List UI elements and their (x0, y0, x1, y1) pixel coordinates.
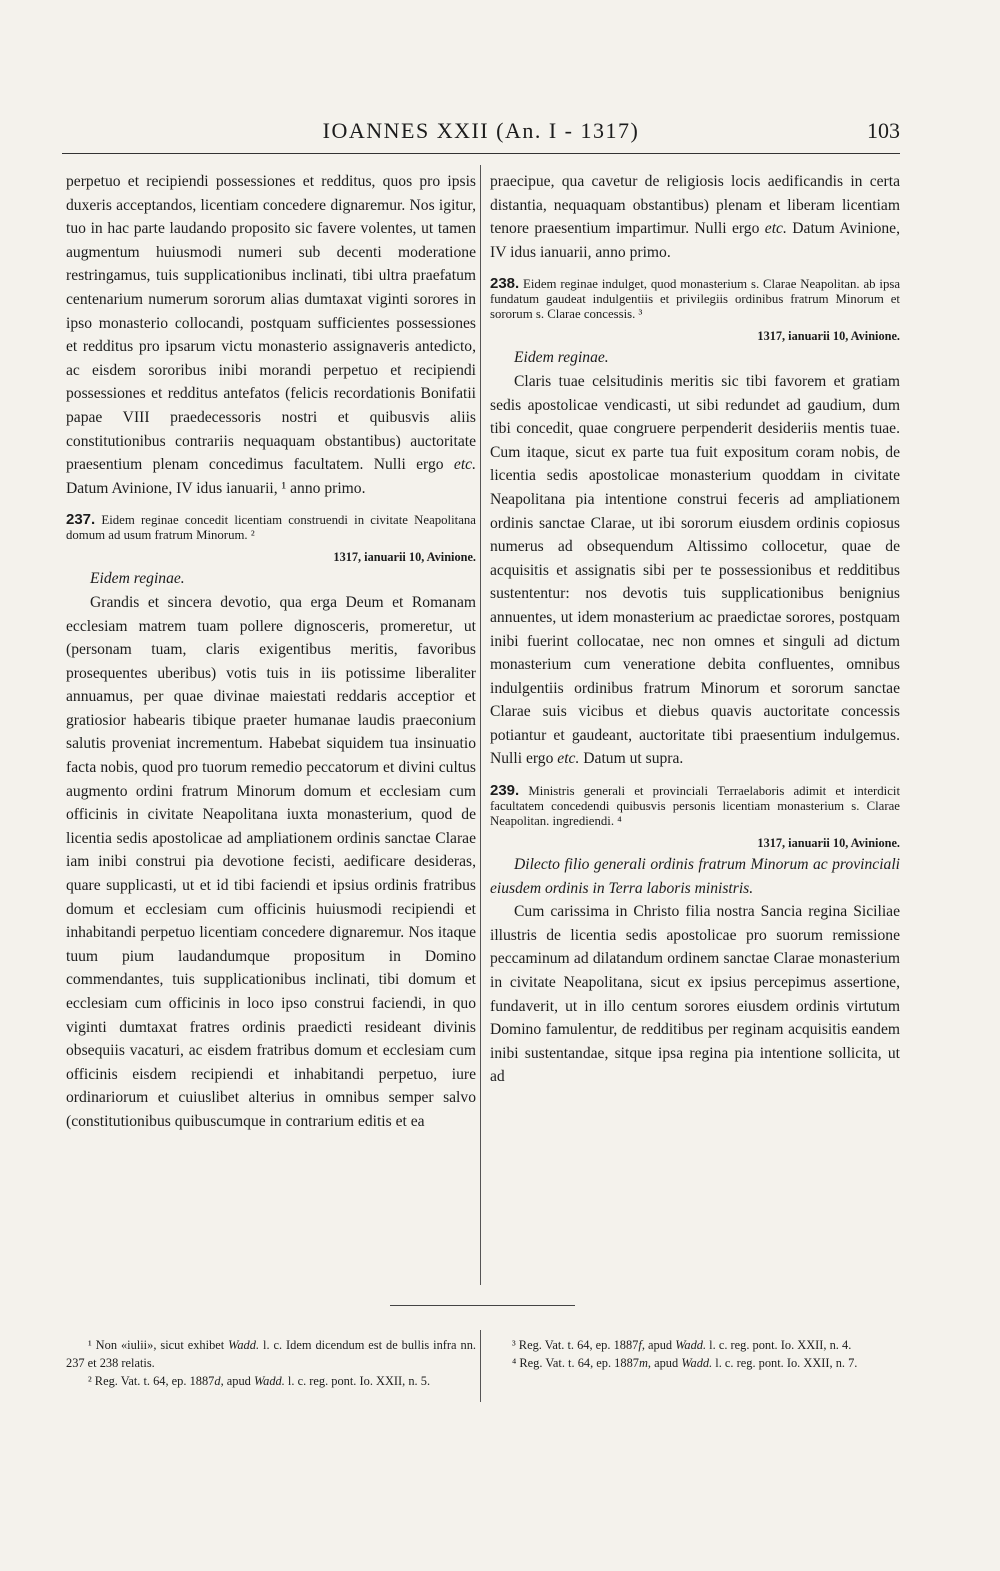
entry-239-heading: 239. Ministris generali et provinciali Terraelaboris adimit et interdicit facultatem concedendi quibusvis personis licentiam monasterium s. Clarae Neapolitan. ingrediendi. ⁴ (490, 782, 900, 829)
footnote-2: ² Reg. Vat. t. 64, ep. 1887d, apud Wadd. l. c. reg. pont. Io. XXII, n. 5. (88, 1374, 431, 1388)
entry-237-body: Grandis et sincera devotio, qua erga Deum et Romanam ecclesiam matrem tuam pollere dignosceris, promeretur, ut (personam tuam, claris exigentibus meritis, favoribus prosequentes uberibus) votis tuis in iis potissime liberaliter annuamus, per quae divinae maiestati reddaris acceptior et gratiosior habearis tibique praeter humanae laudis praeconium salutis proveniat incrementum. Habebat siquidem tua insinuatio facta nobis, quod pro tuorum remedio peccatorum et divini cultus augmento ordini fratrum Minorum domum et ecclesiam cum officinis in civitate Neapolitana iuxta monasterium, quod de licentia sedis apostolicae ad ampliationem ordinis sanctae Clarae iam inibi construi pia devotione fecisti, aedificare desideras, quare supplicasti, ut et id tibi faciendi et ipsius ordinis fratribus domum et ecclesiam cum officinis huiusmodi recipiendi et inhabitandi perpetuo licentiam concedere dignaremur. Nos itaque tuum pium laudandumque propositum in Domino commendantes, tuis supplicationibus inclinati, tibi domum et ecclesiam cum officinis in loco ipso construi faciendi, in quo viginti dumtaxat fratres ordinis praedicti resideant divinis obsequiis vacaturi, ac eisdem fratribus domum et ecclesiam cum officinis eisdem recipiendi et inhabitandi perpetuo, iure ordinariorum et cuiuslibet alterius in omnibus semper salvo (constitutionibus quibuscumque in contrarium editis et ea (66, 593, 476, 1130)
entry-238-address: Eidem reginae. (514, 349, 609, 367)
right-column (490, 170, 900, 1089)
entry-237-heading: 237. Eidem reginae concedit licentiam construendi in civitate Neapolitana domum ad usum fratrum Minorum. ² (66, 511, 476, 543)
running-title: IOANNES XXII (An. I - 1317) (322, 118, 640, 143)
footnote-4: ⁴ Reg. Vat. t. 64, ep. 1887m, apud Wadd. l. c. reg. pont. Io. XXII, n. 7. (512, 1356, 858, 1370)
entry-238-body: Claris tuae celsitudinis meritis sic tibi favorem et gratiam sedis apostolicae vendicasti, ut sibi redundet ad gaudium, dum tibi concedit, quae congruere perpenderit desideriis mentis tuae. Cum itaque, sicut ex parte tua fuit expositum coram nobis, de licentia sedis apostolicae monasterium quoddam in civitate Neapolitana pia intentione construi feceris ad ampliationem ordinis sanctae Clarae, ut ibi sororum eiusdem ordinis copiosus numerus ad obsequendum Altissimo collocetur, quae de acquisitis et assignatis sibi per te possessionibus et redditibus sustententur: nos devotis tuis supplicationibus benignius annuentes, ut idem monasterium ac praedictae sorores, postquam inibi fuerint collocatae, nec non omnes et singuli ad dictum monasterium cum veneratione debita confluentes, omnibus indulgentiis ordinibus fratrum Minorum et sororum sanctae Clarae suis vicibus et diebus quavis auctoritate concessis potiantur et gaudeant, auctoritate tibi praesentium indulgemus. Nulli ergo etc. Datum ut supra. (490, 372, 900, 768)
footnote-rule (390, 1305, 575, 1306)
footnote-1: ¹ Non «iulii», sicut exhibet Wadd. l. c. Idem dicendum est de bullis infra nn. 237 et 238 relatis. (66, 1338, 476, 1370)
entry-239-body: Cum carissima in Christo filia nostra Sancia regina Siciliae illustris de licentia sedis apostolicae pro suorum remissione peccaminum ad dilatandum ordinem sanctae Clarae monasterium in civitate Neapolitana, sicut ex ipsius percepimus assertione, fundaverit, ut in illo centum sorores eiusdem ordinis virtutum Domino famulentur, de redditibus per reginam acquisitis eandem inibi sustentandae, sitque ipsa regina pia intentione sollicita, ut ad (490, 903, 900, 1086)
entry-237-address: Eidem reginae. (90, 570, 185, 588)
entry-239-date: 1317, ianuarii 10, Avinione. (757, 836, 900, 851)
entry-238-date: 1317, ianuarii 10, Avinione. (757, 329, 900, 344)
footnotes-right (490, 1336, 900, 1372)
entry-238-heading: 238. Eidem reginae indulget, quod monasterium s. Clarae Neapolitan. ab ipsa fundatum gaudeat indulgentiis et privilegiis ordinibus fratrum Minorum et sororum s. Clarae concessis. ³ (490, 275, 900, 322)
footnotes-left (66, 1336, 476, 1390)
right-paragraph-1: praecipue, qua cavetur de religiosis locis aedificandis in certa distantia, nequaquam obstantibus) plenam et liberam licentiam tenore praesentium impartimur. Nulli ergo etc. Datum Avinione, IV idus ianuarii, anno primo. (490, 173, 901, 261)
header-rule (62, 153, 900, 154)
left-column (66, 170, 476, 1134)
column-divider (480, 165, 481, 1285)
entry-237-date: 1317, ianuarii 10, Avinione. (333, 550, 476, 565)
left-paragraph-1: perpetuo et recipiendi possessiones et redditus, quos pro ipsis duxeris acceptandos, licentiam concedere dignaremur. Nos igitur, tuo in hac parte laudando proposito sic favere volentes, ut tamen augmentum huiusmodi numeri sub decenti moderatione restringamus, tuis supplicationibus inclinati, tibi ultra praefatum centenarium numerum sororum alias dumtaxat viginti sorores in ipso monasterio collocandi, postquam sufficientes possessiones et redditus pro ipsarum victu monasterio assignaveris antedicto, ac eisdem sororibus inibi morandi perpetuo et recipiendi possessiones et redditus antefatos (felicis recordationis Bonifatii papae VIII praedecessoris nostri et quibusvis aliis constitutionibus contrariis nequaquam obstantibus) auctoritate praesentium plenam concedimus facultatem. Nulli ergo etc. Datum Avinione, IV idus ianuarii, ¹ anno primo. (66, 173, 476, 497)
page-header (62, 114, 900, 154)
footnote-3: ³ Reg. Vat. t. 64, ep. 1887f, apud Wadd. l. c. reg. pont. Io. XXII, n. 4. (512, 1338, 852, 1352)
entry-239-address: Dilecto filio generali ordinis fratrum Minorum ac provinciali eiusdem ordinis in Terra laboris ministris. (490, 856, 900, 897)
page-number: 103 (867, 118, 900, 143)
footnote-divider (480, 1330, 481, 1402)
